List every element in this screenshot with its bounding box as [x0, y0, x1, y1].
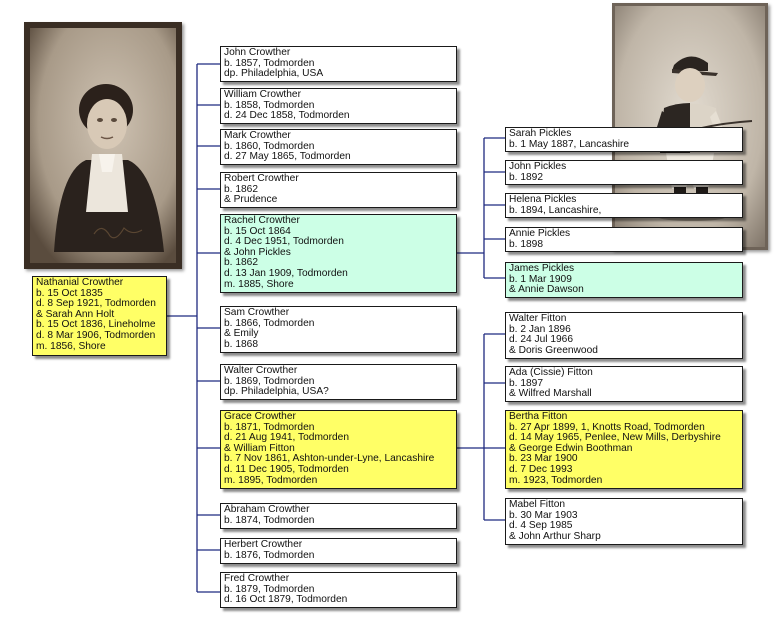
person-line: d. 13 Jan 1909, Todmorden: [224, 267, 348, 279]
portrait-photo-rachel: [24, 22, 182, 269]
person-line: b. 1874, Todmorden: [224, 514, 315, 526]
person-line: m. 1923, Todmorden: [509, 474, 603, 486]
root-line: d. 8 Mar 1906, Todmorden: [36, 329, 156, 341]
person-line: Bertha Fitton: [509, 411, 568, 422]
grandchild-box-ada-fitton[interactable]: [505, 366, 743, 402]
person-line: d. 4 Sep 1985: [509, 520, 573, 532]
grandchild-box-helena-pickles[interactable]: [505, 193, 743, 218]
person-line: & John Pickles: [224, 246, 291, 258]
person-line: Walter Crowther: [224, 365, 298, 376]
child-box-rachel-crowther[interactable]: [220, 214, 457, 293]
person-line: & Doris Greenwood: [509, 344, 598, 356]
person-line: Walter Fitton: [509, 313, 567, 324]
root-line: b. 15 Oct 1836, Lineholme: [36, 319, 156, 331]
person-line: b. 1871, Todmorden: [224, 421, 315, 433]
grandchild-box-annie-pickles[interactable]: [505, 227, 743, 252]
person-line: b. 27 Apr 1899, 1, Knotts Road, Todmorden: [509, 421, 705, 433]
portrait-image: [24, 22, 182, 269]
grandchild-box-sarah-pickles[interactable]: [505, 127, 743, 152]
person-line: William Crowther: [224, 89, 301, 100]
person-line: b. 7 Nov 1861, Ashton-under-Lyne, Lancashire: [224, 453, 435, 465]
person-line: b. 1869, Todmorden: [224, 375, 315, 387]
person-line: b. 1858, Todmorden: [224, 99, 315, 111]
person-line: b. 2 Jan 1896: [509, 323, 571, 335]
child-box-herbert-crowther[interactable]: [220, 538, 457, 564]
root-line: Nathanial Crowther: [36, 277, 124, 288]
person-line: b. 1862: [224, 257, 258, 269]
person-line: Abraham Crowther: [224, 504, 310, 515]
root-line: & Sarah Ann Holt: [36, 308, 115, 320]
grandchild-box-mabel-fitton[interactable]: [505, 498, 743, 545]
root-line: m. 1856, Shore: [36, 340, 106, 352]
person-line: d. 21 Aug 1941, Todmorden: [224, 432, 349, 444]
person-line: d. 24 Jul 1966: [509, 334, 574, 346]
person-line: Mabel Fitton: [509, 499, 566, 510]
person-line: d. 11 Dec 1905, Todmorden: [224, 463, 349, 475]
person-line: b. 1894, Lancashire,: [509, 204, 602, 216]
person-line: b. 1876, Todmorden: [224, 549, 315, 561]
person-line: Annie Pickles: [509, 228, 571, 239]
person-line: John Pickles: [509, 161, 567, 172]
person-line: b. 1857, Todmorden: [224, 57, 315, 69]
person-line: d. 24 Dec 1858, Todmorden: [224, 110, 350, 122]
person-line: John Crowther: [224, 47, 291, 58]
person-line: James Pickles: [509, 263, 575, 274]
person-line: d. 16 Oct 1879, Todmorden: [224, 594, 348, 606]
person-line: & George Edwin Boothman: [509, 442, 633, 454]
person-line: dp. Philadelphia, USA?: [224, 386, 329, 398]
child-box-john-crowther[interactable]: [220, 46, 457, 82]
child-box-sam-crowther[interactable]: [220, 306, 457, 353]
person-line: b. 1862: [224, 183, 258, 195]
grandchild-box-bertha-fitton[interactable]: [505, 410, 743, 489]
child-box-grace-crowther[interactable]: [220, 410, 457, 489]
person-line: & Prudence: [224, 194, 278, 206]
person-line: Mark Crowther: [224, 130, 291, 141]
person-line: d. 27 May 1865, Todmorden: [224, 151, 351, 163]
person-line: Robert Crowther: [224, 173, 299, 184]
person-line: Grace Crowther: [224, 411, 296, 422]
child-box-fred-crowther[interactable]: [220, 572, 457, 608]
person-line: & John Arthur Sharp: [509, 530, 601, 542]
child-box-william-crowther[interactable]: [220, 88, 457, 124]
person-line: b. 30 Mar 1903: [509, 509, 578, 521]
person-line: Herbert Crowther: [224, 539, 303, 550]
person-line: b. 1897: [509, 377, 543, 389]
person-line: d. 4 Dec 1951, Todmorden: [224, 236, 344, 248]
person-line: Sarah Pickles: [509, 128, 572, 139]
person-line: b. 1 Mar 1909: [509, 273, 572, 285]
person-line: d. 14 May 1965, Penlee, New Mills, Derbyshire: [509, 432, 721, 444]
person-line: b. 1860, Todmorden: [224, 140, 315, 152]
person-line: dp. Philadelphia, USA: [224, 68, 324, 80]
child-box-robert-crowther[interactable]: [220, 172, 457, 208]
root-line: b. 15 Oct 1835: [36, 287, 103, 299]
person-line: & Emily: [224, 328, 259, 340]
person-line: & Annie Dawson: [509, 284, 584, 296]
person-line: b. 1866, Todmorden: [224, 317, 315, 329]
child-box-walter-crowther[interactable]: [220, 364, 457, 400]
person-line: Sam Crowther: [224, 307, 290, 318]
person-line: m. 1885, Shore: [224, 278, 294, 290]
person-line: b. 1868: [224, 338, 258, 350]
grandchild-box-john-pickles[interactable]: [505, 160, 743, 185]
person-line: d. 7 Dec 1993: [509, 463, 573, 475]
grandchild-box-walter-fitton[interactable]: [505, 312, 743, 359]
person-line: Rachel Crowther: [224, 215, 300, 226]
person-line: Helena Pickles: [509, 194, 577, 205]
person-line: b. 1892: [509, 171, 543, 183]
grandchild-box-james-pickles[interactable]: [505, 262, 743, 298]
child-box-abraham-crowther[interactable]: [220, 503, 457, 529]
root-line: d. 8 Sep 1921, Todmorden: [36, 298, 156, 310]
person-line: Fred Crowther: [224, 573, 290, 584]
person-line: b. 1898: [509, 238, 543, 250]
person-line: b. 23 Mar 1900: [509, 453, 578, 465]
person-line: b. 15 Oct 1864: [224, 225, 291, 237]
person-line: b. 1879, Todmorden: [224, 583, 315, 595]
person-line: & Wilfred Marshall: [509, 388, 592, 400]
person-line: b. 1 May 1887, Lancashire: [509, 138, 630, 150]
root-couple-box[interactable]: [32, 276, 167, 356]
child-box-mark-crowther[interactable]: [220, 129, 457, 165]
person-line: m. 1895, Todmorden: [224, 474, 318, 486]
person-line: Ada (Cissie) Fitton: [509, 367, 593, 378]
person-line: & William Fitton: [224, 442, 295, 454]
